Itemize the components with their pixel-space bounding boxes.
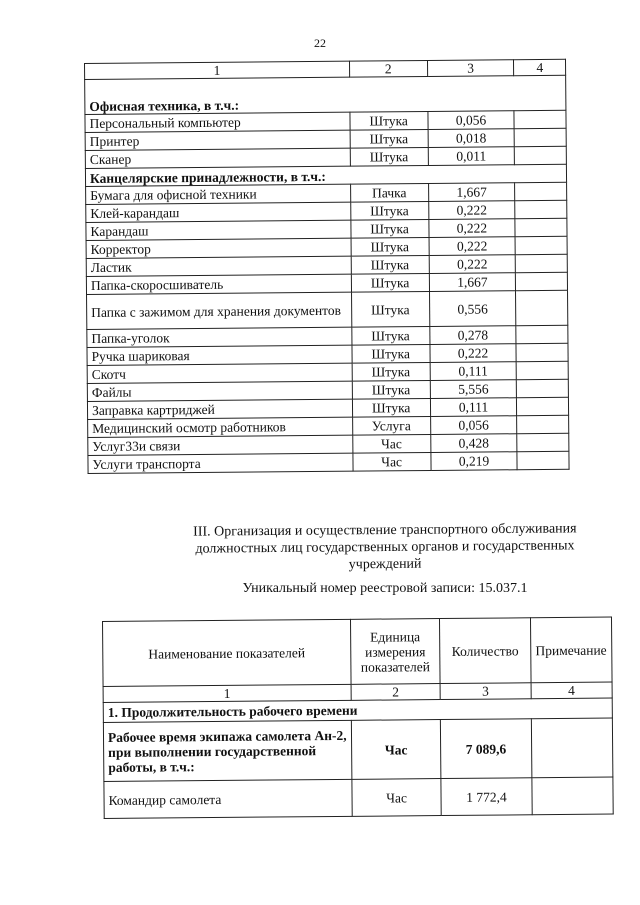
- row-qty: 0,056: [430, 416, 517, 435]
- row-qty: 0,056: [427, 111, 514, 130]
- table-row: [87, 290, 568, 329]
- row-qty: 0,222: [428, 219, 515, 238]
- row-qty: 0,428: [430, 434, 517, 453]
- row-unit: Час: [353, 452, 431, 471]
- col-number: 2: [349, 61, 427, 78]
- row-unit: Штука: [351, 273, 429, 292]
- table-row: [104, 777, 613, 818]
- row-name: Папка-уголок: [87, 327, 352, 347]
- row-note: [517, 397, 569, 415]
- row-note: [516, 290, 568, 325]
- row-name: Папка с зажимом для хранения документов: [87, 292, 352, 329]
- row-note: [515, 182, 567, 200]
- row-note: [516, 325, 568, 343]
- row-unit: Штука: [351, 237, 429, 256]
- row-qty: 0,111: [430, 398, 517, 417]
- row-note: [515, 200, 567, 218]
- work-time-table: [102, 617, 614, 819]
- row-note: [517, 361, 569, 379]
- row-unit: Штука: [352, 326, 430, 345]
- col-header-note: Примечание: [530, 617, 612, 683]
- row-name: Услуги транспорта: [88, 453, 353, 473]
- row-qty: 0,219: [430, 452, 517, 471]
- col-header-unit: Единица измерения показателей: [350, 619, 440, 685]
- col-header-qty: Количество: [440, 618, 531, 684]
- row-note: [515, 128, 567, 146]
- row-note: [517, 379, 569, 397]
- row-unit: Штука: [352, 344, 430, 363]
- row-qty: 0,222: [429, 237, 516, 256]
- row-note: [531, 777, 613, 815]
- row-qty: 1 772,4: [441, 778, 532, 816]
- col-number: 3: [440, 683, 531, 700]
- row-qty: 7 089,6: [441, 719, 532, 779]
- row-unit: Час: [352, 779, 442, 817]
- col-header-name: Наименование показателей: [103, 619, 351, 686]
- row-name: Медицинский осмотр работников: [88, 417, 353, 437]
- col-number: 2: [351, 684, 441, 701]
- section-title: 1. Продолжительность рабочего времени: [103, 698, 612, 722]
- section-row: [85, 75, 566, 114]
- section-title: Офисная техника, в т.ч.:: [85, 75, 566, 114]
- row-name: Папка-скоросшиватель: [86, 274, 351, 294]
- resource-norms-table: [84, 59, 570, 474]
- row-unit: Час: [353, 434, 431, 453]
- row-name: Ручка шариковая: [87, 345, 352, 365]
- row-note: [531, 718, 613, 778]
- row-unit: Штука: [350, 130, 428, 149]
- row-unit: Штука: [352, 398, 430, 417]
- section-title: Канцелярские принадлежности, в т.ч.:: [85, 164, 566, 186]
- row-unit: Штука: [350, 112, 428, 131]
- row-qty: 0,278: [429, 326, 516, 345]
- row-name: Бумага для офисной техники: [86, 184, 351, 204]
- row-name: Скотч: [87, 363, 352, 383]
- row-name: Корректор: [86, 238, 351, 258]
- row-unit: Штука: [351, 291, 429, 327]
- col-number: 1: [85, 61, 350, 79]
- row-qty: 0,011: [428, 147, 515, 166]
- row-note: [515, 236, 567, 254]
- row-note: [514, 110, 566, 128]
- row-note: [517, 451, 569, 469]
- row-name: Ластик: [86, 256, 351, 276]
- col-number: 1: [103, 684, 351, 702]
- row-name: Рабочее время экипажа самолета Ан-2, при выполнении государственной работы, в т.ч.:: [103, 720, 351, 781]
- col-number: 4: [531, 682, 613, 699]
- page-number: 22: [314, 36, 326, 50]
- col-number: 3: [427, 60, 514, 77]
- row-note: [516, 272, 568, 290]
- row-name: Командир самолета: [104, 779, 352, 818]
- row-note: [516, 254, 568, 272]
- row-name: Услуг33и связи: [88, 435, 353, 455]
- row-unit: Штука: [351, 220, 429, 239]
- row-qty: 1,667: [428, 183, 515, 202]
- table-row: [103, 718, 612, 781]
- section-heading: III. Организация и осуществление транспортного обслуживания должностных лиц государственных органов и государственных учреждений: [193, 521, 577, 573]
- row-unit: Штука: [352, 362, 430, 381]
- row-unit: Штука: [350, 202, 428, 221]
- row-qty: 0,222: [430, 344, 517, 363]
- row-qty: 1,667: [429, 273, 516, 292]
- row-unit: Штука: [351, 255, 429, 274]
- row-name: Сканер: [85, 148, 350, 168]
- row-name: Принтер: [85, 130, 350, 150]
- row-qty: 0,556: [429, 291, 516, 327]
- row-note: [517, 415, 569, 433]
- row-unit: Штука: [352, 380, 430, 399]
- registry-number: Уникальный номер реестровой записи: 15.037.1: [242, 581, 528, 596]
- row-note: [517, 433, 569, 451]
- row-unit: Штука: [350, 148, 428, 167]
- row-name: Персональный компьютер: [85, 112, 350, 132]
- row-unit: Услуга: [352, 416, 430, 435]
- row-name: Заправка картриджей: [87, 399, 352, 419]
- row-qty: 5,556: [430, 380, 517, 399]
- row-name: Карандаш: [86, 220, 351, 240]
- row-unit: Пачка: [350, 184, 428, 203]
- row-note: [515, 218, 567, 236]
- row-qty: 0,222: [429, 255, 516, 274]
- row-note: [516, 343, 568, 361]
- col-number: 4: [514, 59, 566, 75]
- table-header-row: [103, 617, 613, 686]
- row-qty: 0,111: [430, 362, 517, 381]
- table-row: [88, 451, 569, 473]
- row-name: Файлы: [87, 381, 352, 401]
- row-qty: 0,018: [428, 129, 515, 148]
- row-unit: Час: [351, 720, 441, 780]
- row-note: [515, 146, 567, 164]
- row-qty: 0,222: [428, 201, 515, 220]
- row-name: Клей-карандаш: [86, 202, 351, 222]
